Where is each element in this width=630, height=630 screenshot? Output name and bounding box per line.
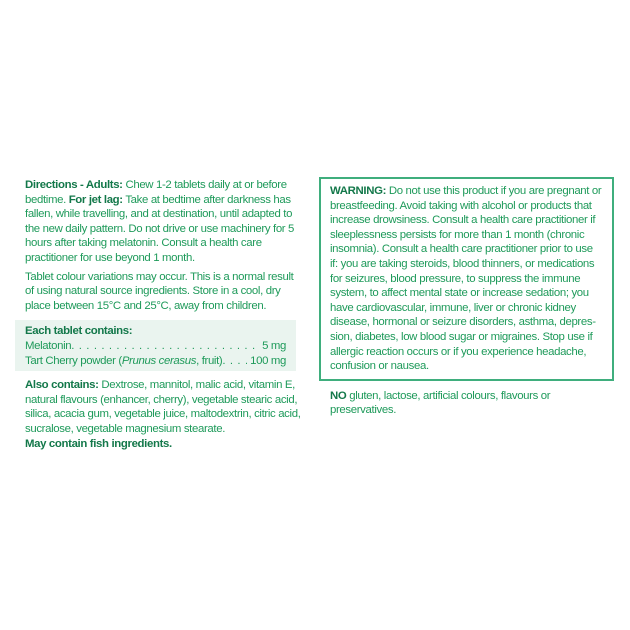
directions-paragraph [25, 178, 305, 266]
directions-label: Directions - Adults: [25, 179, 123, 191]
ingredient-name-suffix: , fruit) [196, 354, 223, 367]
ingredient-row-melatonin [25, 339, 286, 354]
ingredient-name [25, 354, 222, 369]
leader-dots [71, 339, 259, 354]
free-from-text: gluten, lactose, artificial colours, flavours or preservatives. [330, 389, 551, 417]
also-contains-text: Dextrose, mannitol, malic acid, vitamin E, natural flavours (enhancer, cherry), vegetable stearic acid, silica, acacia gum, vegetable juice, maltodextrin, citric acid, sucralose, vegetable magnesium stearate. [25, 379, 301, 435]
allergen-statement: May contain fish ingredients. [25, 437, 172, 450]
right-column [319, 177, 614, 418]
also-contains-paragraph [25, 378, 305, 451]
also-contains-label: Also contains: [25, 379, 99, 392]
warning-label: WARNING: [330, 185, 387, 197]
ingredient-latin-name: Prunus cerasus [121, 354, 197, 367]
jet-lag-text: Take at bedtime after darkness has fallen, while travelling, and at destination, until adapted to the new daily pattern. Do not drive or use machinery for 5 hours after taking melatonin. Consult a health care practitioner for use beyond 1 month. [25, 193, 295, 264]
warning-text: Do not use this product if you are pregnant or breastfeeding. Avoid taking with alcohol or products that increase drowsiness. Consult a health care practitioner if sleeplessness persists for more than 1 month (chronic insomnia). Consult a health care practitioner prior to use if: you are taking steroids, blood thinners, or medications for seizures, blood pressure, to suppress the immune system, to affect mental state or increase sedation; you have cardiovascular, immune, liver or chronic kidney disease, hormonal or seizure disorders, asthma, depres-sion, diabetes, low blood sugar or migraines. Stop use if allergic reaction occurs or if you experience headache, confusion or nausea. [330, 185, 602, 373]
leader-dots [222, 354, 247, 369]
free-from-label: NO [330, 389, 347, 402]
jet-lag-label: For jet lag: [68, 193, 123, 206]
free-from-statement [319, 389, 600, 418]
ingredient-amount: 100 mg [250, 354, 286, 367]
ingredient-name: Melatonin [25, 339, 72, 352]
ingredient-amount: 5 mg [262, 339, 286, 352]
left-column [25, 178, 305, 451]
tablet-contents-box [15, 320, 296, 371]
ingredient-row-tart-cherry [25, 354, 286, 369]
ingredient-name-prefix: Tart Cherry powder ( [25, 354, 122, 367]
storage-paragraph: Tablet colour variations may occur. This is a normal result of using natural source ingredients. Store in a cool, dry place between 15°C and 25°C, away from children. [25, 270, 294, 312]
directions-text: Chew 1-2 tablets daily at or before bedtime. [25, 179, 287, 206]
warning-box [319, 177, 614, 381]
tablet-contents-heading: Each tablet contains: [25, 325, 133, 338]
